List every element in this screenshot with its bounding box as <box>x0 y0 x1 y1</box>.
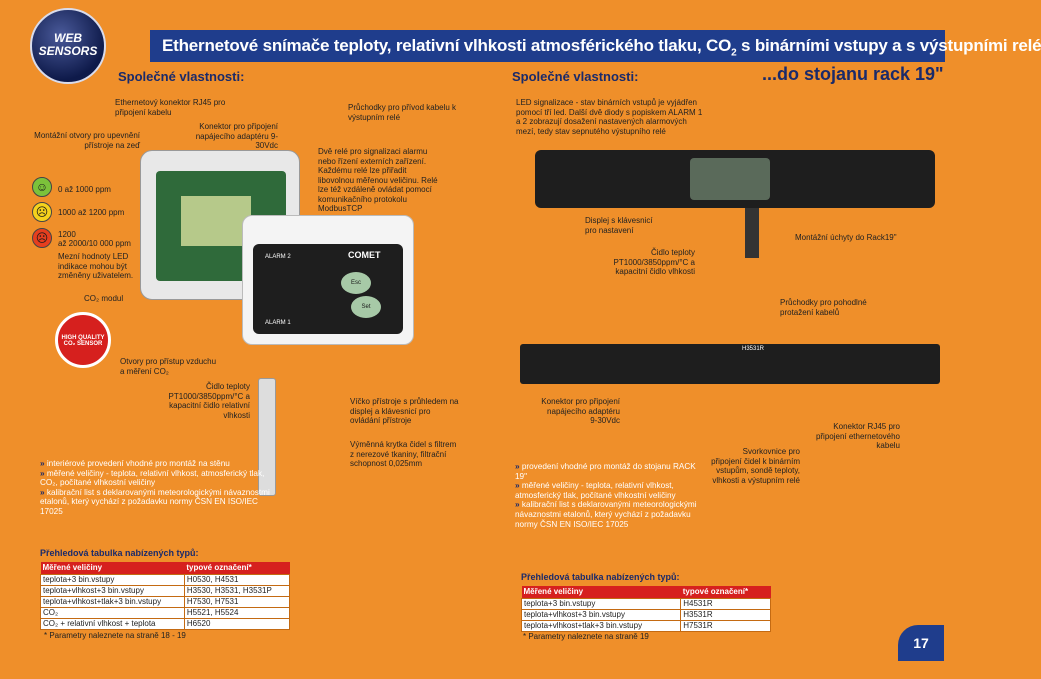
label-power: Konektor pro připojení napájecího adaptéru 9-30Vdc <box>195 122 278 150</box>
label-temp-sensor: Čidlo teploty PT1000/3850ppm/°C a kapacitní čidlo relativní vlhkosti <box>168 382 250 420</box>
label-ppm-green: 0 až 1000 ppm <box>58 185 111 194</box>
alarm2-label: ALARM 2 <box>265 254 291 260</box>
table-header: Měřené veličiny <box>522 586 681 598</box>
table-row: teplota+3 bin.vstupy H0530, H4531 <box>41 574 290 585</box>
right-feature-list <box>515 462 705 529</box>
table-row: teplota+vlhkost+3 bin.vstupy H3530, H3531, H3531P <box>41 585 290 596</box>
left-bullet-1: » interiérové provedení vhodné pro montáž na stěnu <box>40 459 230 468</box>
table-row: teplota+vlhkost+tlak+3 bin.vstupy H7530, H7531 <box>41 596 290 607</box>
label-temp-right: Čidlo teploty PT1000/3850ppm/°C a kapacitní čidlo vlhkosti <box>613 248 695 276</box>
label-ppm-red-b: až 2000/10 000 ppm <box>58 239 131 248</box>
label-cable-right: Průchodky pro pohodlné protažení kabelů <box>780 298 867 317</box>
left-section-title: Společné vlastnosti: <box>118 69 245 84</box>
label-ppm-yellow: 1000 až 1200 ppm <box>58 208 125 217</box>
websensors-logo: WEB SENSORS <box>30 8 106 84</box>
left-bullet-3: » kalibrační list s deklarovanými meteorologickými návaznostmi etalonů, který vychází z požadavku normy ČSN EN ISO/IEC 17025 <box>40 487 270 516</box>
label-filter: Výměnná krytka čidel s filtrem z nerezové tkaniny, filtrační schopnost 0,025mm <box>350 440 457 468</box>
label-air-holes: Otvory pro přístup vzduchu a měření CO₂ <box>120 357 217 376</box>
page-number: 17 <box>898 625 944 661</box>
table-row: teplota+vlhkost+tlak+3 bin.vstupy H7531R <box>522 620 771 631</box>
label-power-right: Konektor pro připojení napájecího adaptéru 9-30Vdc <box>541 397 620 425</box>
rack-panel-label: H3531R <box>742 346 765 352</box>
brand-label: COMET <box>348 250 381 260</box>
table-header: Měřené veličiny <box>41 562 185 574</box>
smiley-red-icon: ☹ <box>32 228 52 248</box>
left-feature-list <box>40 459 282 521</box>
right-footnote: * Parametry naleznete na straně 19 <box>523 632 649 641</box>
right-bullet-3: » kalibrační list s deklarovanými meteorologickými návaznostmi etalonů, který vychází z požadavku normy ČSN EN ISO/IEC 17025 <box>515 500 697 529</box>
smiley-yellow-icon: ☹ <box>32 202 52 222</box>
esc-key[interactable]: Esc <box>341 272 371 294</box>
pcb-display <box>181 196 251 246</box>
table-row: CO₂ H5521, H5524 <box>41 607 290 618</box>
table-header: typové označení* <box>681 586 771 598</box>
label-rj45-right: Konektor RJ45 pro připojení ethernetového kabelu <box>815 422 900 450</box>
left-bullet-2: » měřené veličiny - teplota, relativní vlhkost, atmosferický tlak, CO₂, počítané vlhkostní veličiny <box>40 468 265 488</box>
rack-probe-cable <box>745 208 759 258</box>
label-mount-holes: Montážní otvory pro upevnění přístroje na zeď <box>34 131 140 150</box>
label-mount: Montážní úchyty do Rack19" <box>795 233 897 242</box>
right-table-title: Přehledová tabulka nabízených typů: <box>521 572 680 582</box>
device-front-lid <box>242 215 414 345</box>
label-co2-module: CO₂ modul <box>84 294 124 303</box>
table-header: typové označení* <box>184 562 289 574</box>
lid-window <box>253 244 403 334</box>
alarm1-label: ALARM 1 <box>265 320 291 326</box>
left-table-title: Přehledová tabulka nabízených typů: <box>40 548 199 558</box>
left-footnote: * Parametry naleznete na straně 18 - 19 <box>44 631 186 640</box>
table-row: teplota+vlhkost+3 bin.vstupy H3531R <box>522 609 771 620</box>
label-rj45: Ethernetový konektor RJ45 pro připojení kabelu <box>115 98 226 117</box>
label-cable-pass: Průchodky pro přívod kabelu k výstupním relé <box>348 103 457 122</box>
table-row: CO₂ + relativní vlhkost + teplota H6520 <box>41 618 290 629</box>
label-lid: Víčko přístroje s průhledem na displej a klávesnicí pro ovládání přístroje <box>350 397 459 425</box>
left-types-table <box>40 562 290 630</box>
set-key[interactable]: Set <box>351 296 381 318</box>
right-section-title: Společné vlastnosti: <box>512 69 639 84</box>
rack-title: ...do stojanu rack 19" <box>762 64 944 84</box>
label-relays: Dvě relé pro signalizaci alarmu nebo řízení externích zařízení. Každému relé lze přiřadit libovolnou měřenou veličinu. Relé lze též vzdáleně ovládat pomocí komunikačního protokolu ModbusTCP <box>318 147 438 213</box>
label-display: Displej s klávesnicí pro nastavení <box>585 216 653 235</box>
page-title: Ethernetové snímače teploty, relativní vlhkosti atmosférického tlaku, $CO_2$ s binárními vstupy a s výstupními relé <box>150 30 945 62</box>
label-led-limits: Mezní hodnoty LED indikace mohou být změněny uživatelem. <box>58 252 134 280</box>
rack-back-panel <box>520 344 940 384</box>
right-bullet-2: » měřené veličiny - teplota, relativní vlhkost, atmosferický tlak, počítané vlhkostní veličiny <box>515 481 676 500</box>
rack-front-panel <box>535 150 935 208</box>
table-row: teplota+3 bin.vstupy H4531R <box>522 598 771 609</box>
label-terminal: Svorkovnice pro připojení čidel k binárním vstupům, sondě teploty, vlhkosti a výstupním relé <box>711 447 800 485</box>
label-led-signal: LED signalizace - stav binárních vstupů je vyjádřen pomocí tří led. Další dvě diody s popiskem ALARM 1 a 2 zobrazují dosažení nastavených alarmových mezí, tedy stav sepnutého výstupního relé <box>516 98 703 136</box>
label-ppm-red-a: 1200 <box>58 230 76 239</box>
co2-quality-badge: HIGH QUALITY CO₂ SENSOR <box>55 312 111 368</box>
smiley-green-icon: ☺ <box>32 177 52 197</box>
right-bullet-1: » provedení vhodné pro montáž do stojanu RACK 19" <box>515 462 696 481</box>
rack-display <box>690 158 770 200</box>
right-types-table <box>521 586 771 632</box>
